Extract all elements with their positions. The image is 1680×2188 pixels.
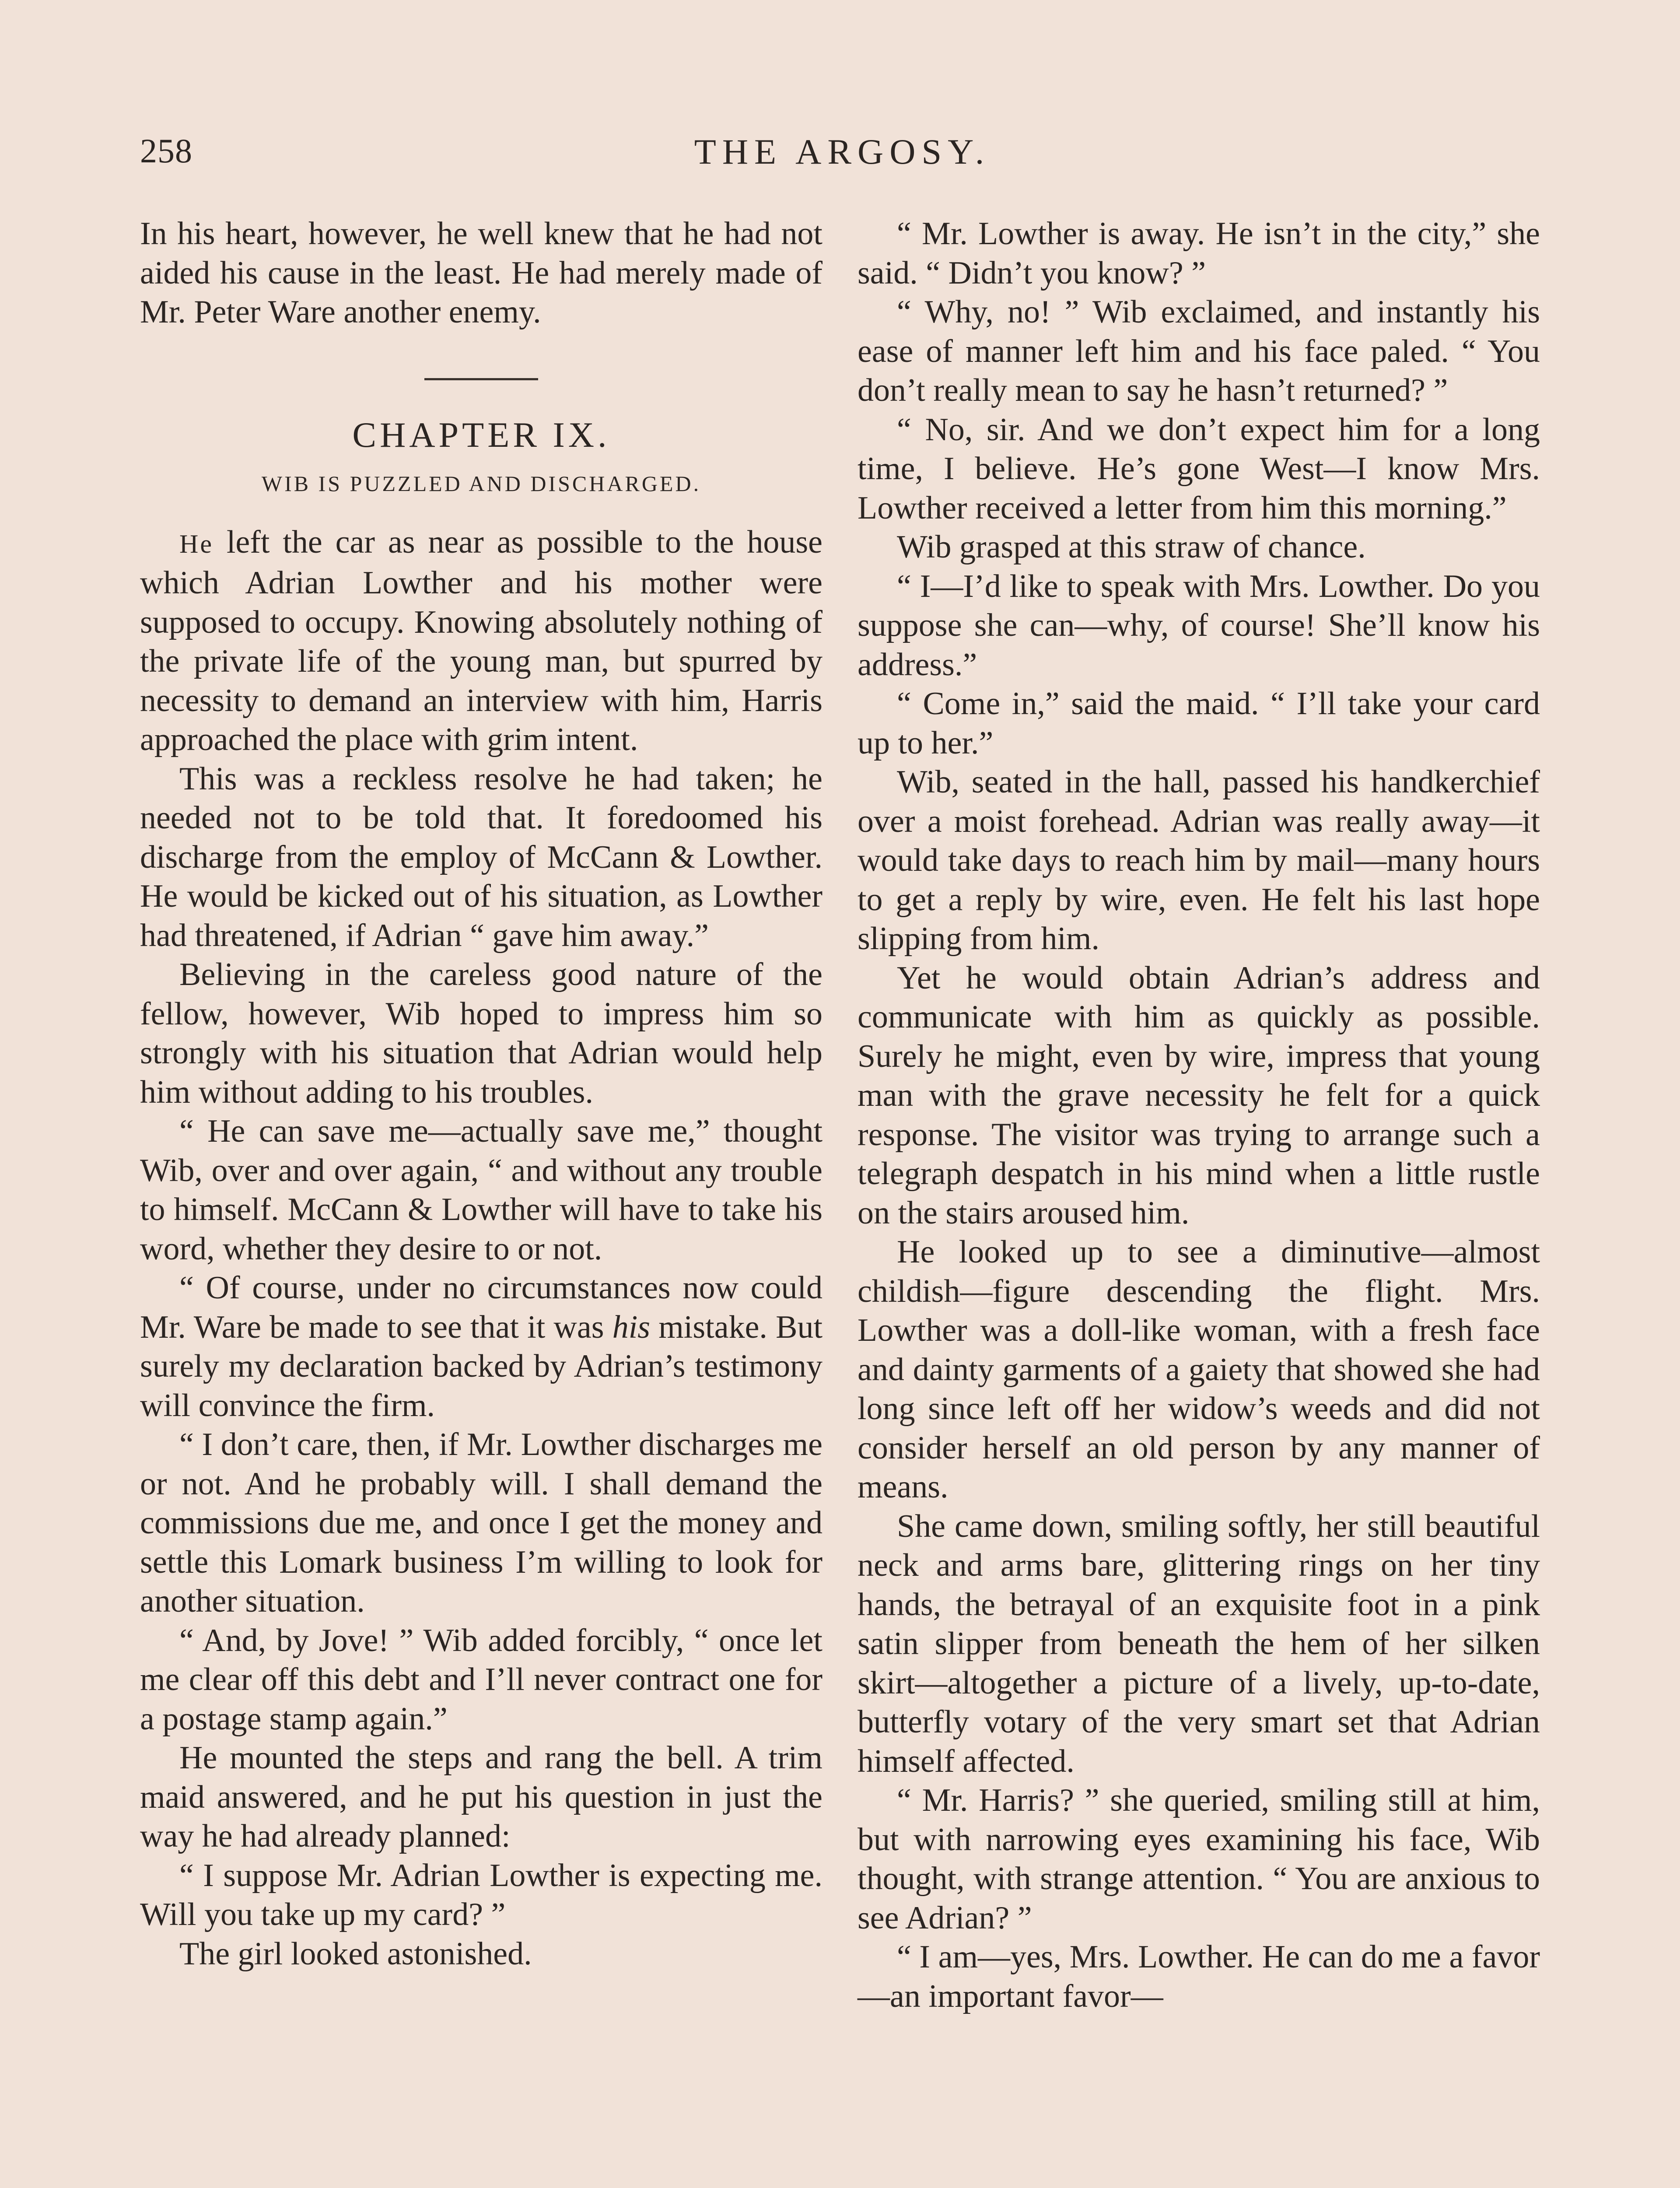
paragraph: Believing in the careless good nature of the fellow, however, Wib hoped to impress him so strongly with his situation that Adrian would help him without adding to his troubles. (140, 957, 822, 1110)
left-column (140, 214, 822, 1974)
paragraph: “ Mr. Harris? ” she queried, smiling still at him, but with narrowing eyes examining his face, Wib thought, with strange attention. “ You are anxious to see Adrian? ” (858, 1782, 1540, 1936)
paragraph: “ I suppose Mr. Adrian Lowther is expecting me. Will you take up my card? ” (140, 1857, 822, 1932)
paragraph: In his heart, however, he well knew that he had not aided his cause in the least. He had merely made of Mr. Peter Ware another enemy. (140, 216, 822, 330)
paragraph: This was a reckless resolve he had taken; he needed not to be told that. It foredoomed his discharge from the employ of McCann & Lowther. He would be kicked out of his situation, as Lowther had threatened, if Adrian “ gave him away.” (140, 761, 822, 954)
drop-word: He (179, 529, 214, 558)
page-number: 258 (140, 132, 192, 170)
paragraph: “ I don’t care, then, if Mr. Lowther discharges me or not. And he probably will. I shall demand the commissions due me, and once I get the money and settle this Lomark business I’m willing to look for another situation. (140, 1427, 822, 1619)
paragraph: He looked up to see a diminutive—almost childish—figure descending the flight. Mrs. Lowther was a doll-like woman, with a fresh face and dainty garments of a gaiety that showed she had long since left off her widow’s weeds and did not consider herself an old person by any manner of means. (858, 1234, 1540, 1505)
paragraph: Wib grasped at this straw of chance. (897, 529, 1366, 565)
paragraph: “ Of course, under no circumstances now could Mr. Ware be made to see that it was his mistake. But surely my declaration backed by Adrian’s testimony will convince the firm. (140, 1270, 823, 1424)
paragraph: “ Mr. Lowther is away. He isn’t in the city,” she said. “ Didn’t you know? ” (858, 216, 1540, 291)
paragraph: “ I am—yes, Mrs. Lowther. He can do me a favor—an important favor— (858, 1939, 1540, 2014)
paragraph: “ And, by Jove! ” Wib added forcibly, “ once let me clear off this debt and I’ll never contract one for a postage stamp again.” (140, 1622, 822, 1737)
right-column (858, 214, 1540, 2016)
paragraph: The girl looked astonished. (179, 1936, 532, 1972)
paragraph: He left the car as near as possible to the house which Adrian Lowther and his mother were supposed to occupy. Knowing absolutely nothing of the private life of the young man, but spurred by necessity to demand an interview with him, Harris approached the place with grim intent. (140, 524, 822, 757)
paragraph: He mounted the steps and rang the bell. A trim maid answered, and he put his question in just the way he had already planned: (140, 1740, 822, 1854)
paragraph: “ Come in,” said the maid. “ I’ll take your card up to her.” (858, 686, 1540, 761)
chapter-subtitle: WIB IS PUZZLED AND DISCHARGED. (261, 471, 701, 496)
chapter-title: CHAPTER IX. (352, 414, 610, 455)
paragraph: “ He can save me—actually save me,” thought Wib, over and over again, “ and without any trouble to himself. McCann & Lowther will have to take his word, whether they desire to or not. (140, 1113, 822, 1267)
paragraph: She came down, smiling softly, her still beautiful neck and arms bare, glittering rings on her tiny hands, the betrayal of an exquisite foot in a pink satin slipper from beneath the hem of her silken skirt—altogether a picture of a lively, up-to-date, butterfly votary of the very smart set that Adrian himself affected. (858, 1508, 1540, 1779)
running-head: THE ARGOSY. (694, 132, 990, 172)
section-divider (424, 378, 538, 380)
emphasis: his (612, 1309, 651, 1345)
paragraph: “ Why, no! ” Wib exclaimed, and instantly his ease of manner left him and his face paled. “ You don’t really mean to say he hasn’t returned? ” (858, 294, 1540, 408)
paragraph: “ I—I’d like to speak with Mrs. Lowther. Do you suppose she can—why, of course! She’ll know his address.” (858, 568, 1540, 683)
paragraph: Wib, seated in the hall, passed his handkerchief over a moist forehead. Adrian was really away—it would take days to reach him by mail—many hours to get a reply by wire, even. He felt his last hope slipping from him. (858, 764, 1540, 957)
paragraph: Yet he would obtain Adrian’s address and communicate with him as quickly as possible. Surely he might, even by wire, impress that young man with the grave necessity he felt for a quick response. The visitor was trying to arrange such a telegraph despatch in his mind when a little rustle on the stairs aroused him. (858, 960, 1540, 1231)
paragraph: “ No, sir. And we don’t expect him for a long time, I believe. He’s gone West—I know Mrs. Lowther received a letter from him this morning.” (858, 411, 1540, 526)
page-header (140, 131, 1544, 179)
